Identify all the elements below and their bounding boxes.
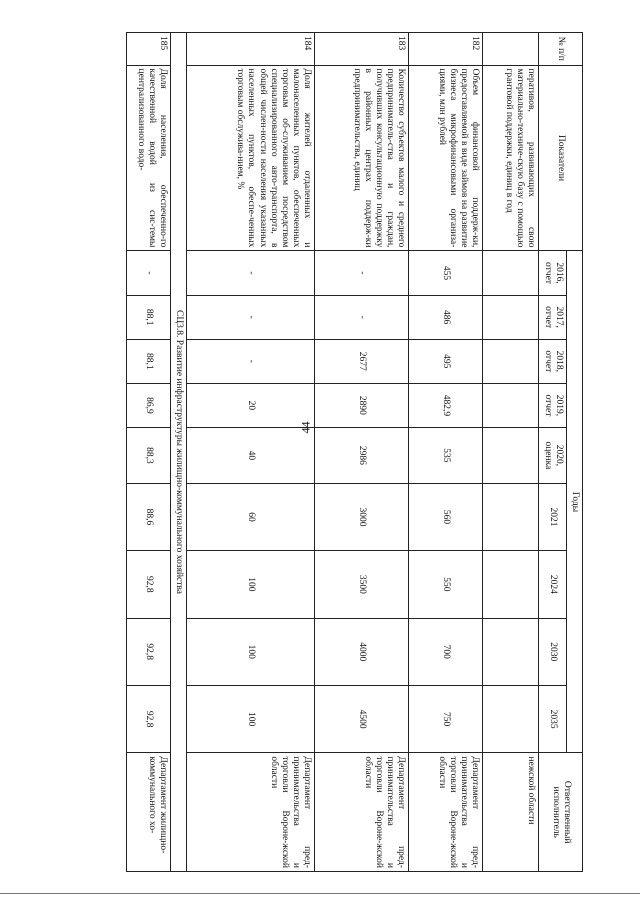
row-value: 486 — [409, 295, 483, 339]
row-value: - — [187, 339, 315, 383]
row-value: - — [187, 295, 315, 339]
row-value: 455 — [409, 251, 483, 295]
row-value — [483, 618, 539, 685]
row-value: 560 — [409, 483, 483, 550]
row-indicator: Количество субъектов малого и среднего предприниматель-ства и граждан, получивших консультационную поддержку в районных центрах поддерж-ки предпринимательства, единиц — [315, 65, 409, 251]
row-value: 535 — [409, 428, 483, 484]
row-value: 88,1 — [127, 295, 171, 339]
table-row — [127, 33, 171, 872]
header-year: 2024 — [539, 551, 566, 618]
row-value: 495 — [409, 339, 483, 383]
row-value — [483, 339, 539, 383]
table-row — [409, 33, 483, 872]
header-year: 2019, отчет — [539, 383, 566, 427]
row-responsible: Департамент пред-принимательства и торговли Вороне-жской области — [187, 753, 315, 872]
row-value — [483, 251, 539, 295]
row-indicator: Объем финансовой поддерж-ки, предоставляемой в виде займов на развитие бизнеса микрофинансовыми организа-циями, млн рублей — [409, 65, 483, 251]
row-responsible: Департамент жилищно-коммунального хо- — [127, 753, 171, 872]
header-years: Годы — [566, 251, 582, 753]
row-responsible: нежской области — [483, 753, 539, 872]
row-value: 4000 — [315, 618, 409, 685]
row-value — [483, 685, 539, 752]
row-value: 92,8 — [127, 551, 171, 618]
page-number: 44 — [298, 421, 313, 434]
row-value: - — [127, 251, 171, 295]
row-value — [483, 383, 539, 427]
row-value: 92,8 — [127, 618, 171, 685]
row-value: 100 — [187, 618, 315, 685]
header-num: № п/п — [539, 33, 583, 66]
row-value: 86,9 — [127, 383, 171, 427]
row-value: - — [315, 251, 409, 295]
row-indicator: перативов, развивающих свою материально-техниче-скую базу с помощью грантовой поддержки, единиц в год — [483, 65, 539, 251]
row-value: 3500 — [315, 551, 409, 618]
row-value: 4500 — [315, 685, 409, 752]
rotated-table-wrapper — [71, 32, 583, 872]
header-year: 2020, оценка — [539, 428, 566, 484]
header-indicator: Показатели — [539, 65, 583, 251]
header-row-1 — [566, 33, 582, 872]
header-year: 2030 — [539, 618, 566, 685]
header-year: 2018, отчет — [539, 339, 566, 383]
section-row — [171, 33, 187, 872]
indicators-table — [126, 32, 583, 872]
row-value: 88,1 — [127, 339, 171, 383]
row-value — [483, 483, 539, 550]
header-year: 2021 — [539, 483, 566, 550]
row-value: 20 — [187, 383, 315, 427]
table-row — [187, 33, 315, 872]
row-value: - — [315, 295, 409, 339]
row-num: 182 — [409, 33, 483, 66]
row-value: 2986 — [315, 428, 409, 484]
row-value: 3000 — [315, 483, 409, 550]
row-value: 550 — [409, 551, 483, 618]
header-year: 2016, отчет — [539, 251, 566, 295]
page-bottom-rule — [0, 893, 640, 894]
table-row — [315, 33, 409, 872]
row-indicator: Доля населения, обеспеченно-го качественной водой из сис-темы централизованного водо- — [127, 65, 171, 251]
row-value — [483, 295, 539, 339]
row-value: 88,3 — [127, 428, 171, 484]
row-value: 2677 — [315, 339, 409, 383]
row-value: 60 — [187, 483, 315, 550]
row-value: 750 — [409, 685, 483, 752]
row-num: 184 — [187, 33, 315, 66]
row-num — [483, 33, 539, 66]
row-value: 100 — [187, 685, 315, 752]
row-value: 700 — [409, 618, 483, 685]
row-value: 40 — [187, 428, 315, 484]
table-row — [483, 33, 539, 872]
row-value — [483, 428, 539, 484]
row-responsible: Департамент пред-принимательства и торговли Вороне-жской области — [409, 753, 483, 872]
row-responsible: Департамент пред-принимательства и торговли Вороне-жской области — [315, 753, 409, 872]
section-title: СЦ3.8. Развитие инфраструктуры жилищно-коммунального хозяйства — [171, 33, 187, 872]
header-responsible: Ответственный исполнитель — [539, 753, 583, 872]
row-value: - — [187, 251, 315, 295]
row-value: 88,6 — [127, 483, 171, 550]
header-year: 2035 — [539, 685, 566, 752]
row-num: 185 — [127, 33, 171, 66]
row-value: 482,9 — [409, 383, 483, 427]
row-value: 2890 — [315, 383, 409, 427]
header-year: 2017, отчет — [539, 295, 566, 339]
row-value: 100 — [187, 551, 315, 618]
row-num: 183 — [315, 33, 409, 66]
row-value — [483, 551, 539, 618]
row-value: 92,8 — [127, 685, 171, 752]
row-indicator: Доля жителей отдаленных и малонаселенных пунктов, обеспеченных торговым об-служиванием посредством специализированного авто-транспорта, в общей числен-ности населения указанных населенных пунктов, обеспе-ченных торговым обслужива-нием, % — [187, 65, 315, 251]
